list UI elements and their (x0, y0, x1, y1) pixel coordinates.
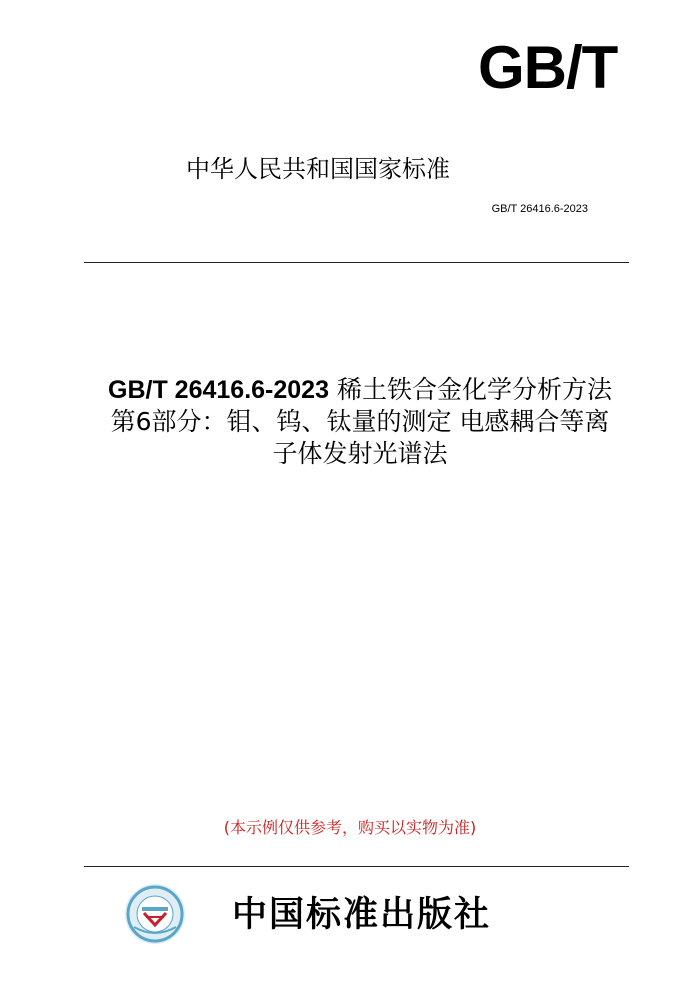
standard-title (40, 374, 680, 470)
title-line-3: 子体发射光谱法 (272, 439, 448, 468)
standard-number: GB/T 26416.6-2023 (491, 203, 588, 215)
publisher-seal-icon (124, 883, 186, 945)
title-line-1-text: 稀土铁合金化学分析方法 (336, 375, 612, 404)
issuing-authority: 中华人民共和国国家标准 (186, 155, 450, 183)
gbt-logo: GB/T (478, 34, 618, 101)
title-code: GB/T 26416.6-2023 (108, 376, 329, 404)
title-line-1 (40, 374, 680, 406)
publisher-name: 中国标准出版社 (232, 894, 492, 935)
sample-disclaimer: (本示例仅供参考，购买以实物为准) (223, 818, 477, 837)
bottom-divider (84, 866, 629, 867)
title-line-2: 第6部分：钼、钨、钛量的测定 电感耦合等离 (110, 407, 610, 436)
top-divider (84, 262, 629, 263)
